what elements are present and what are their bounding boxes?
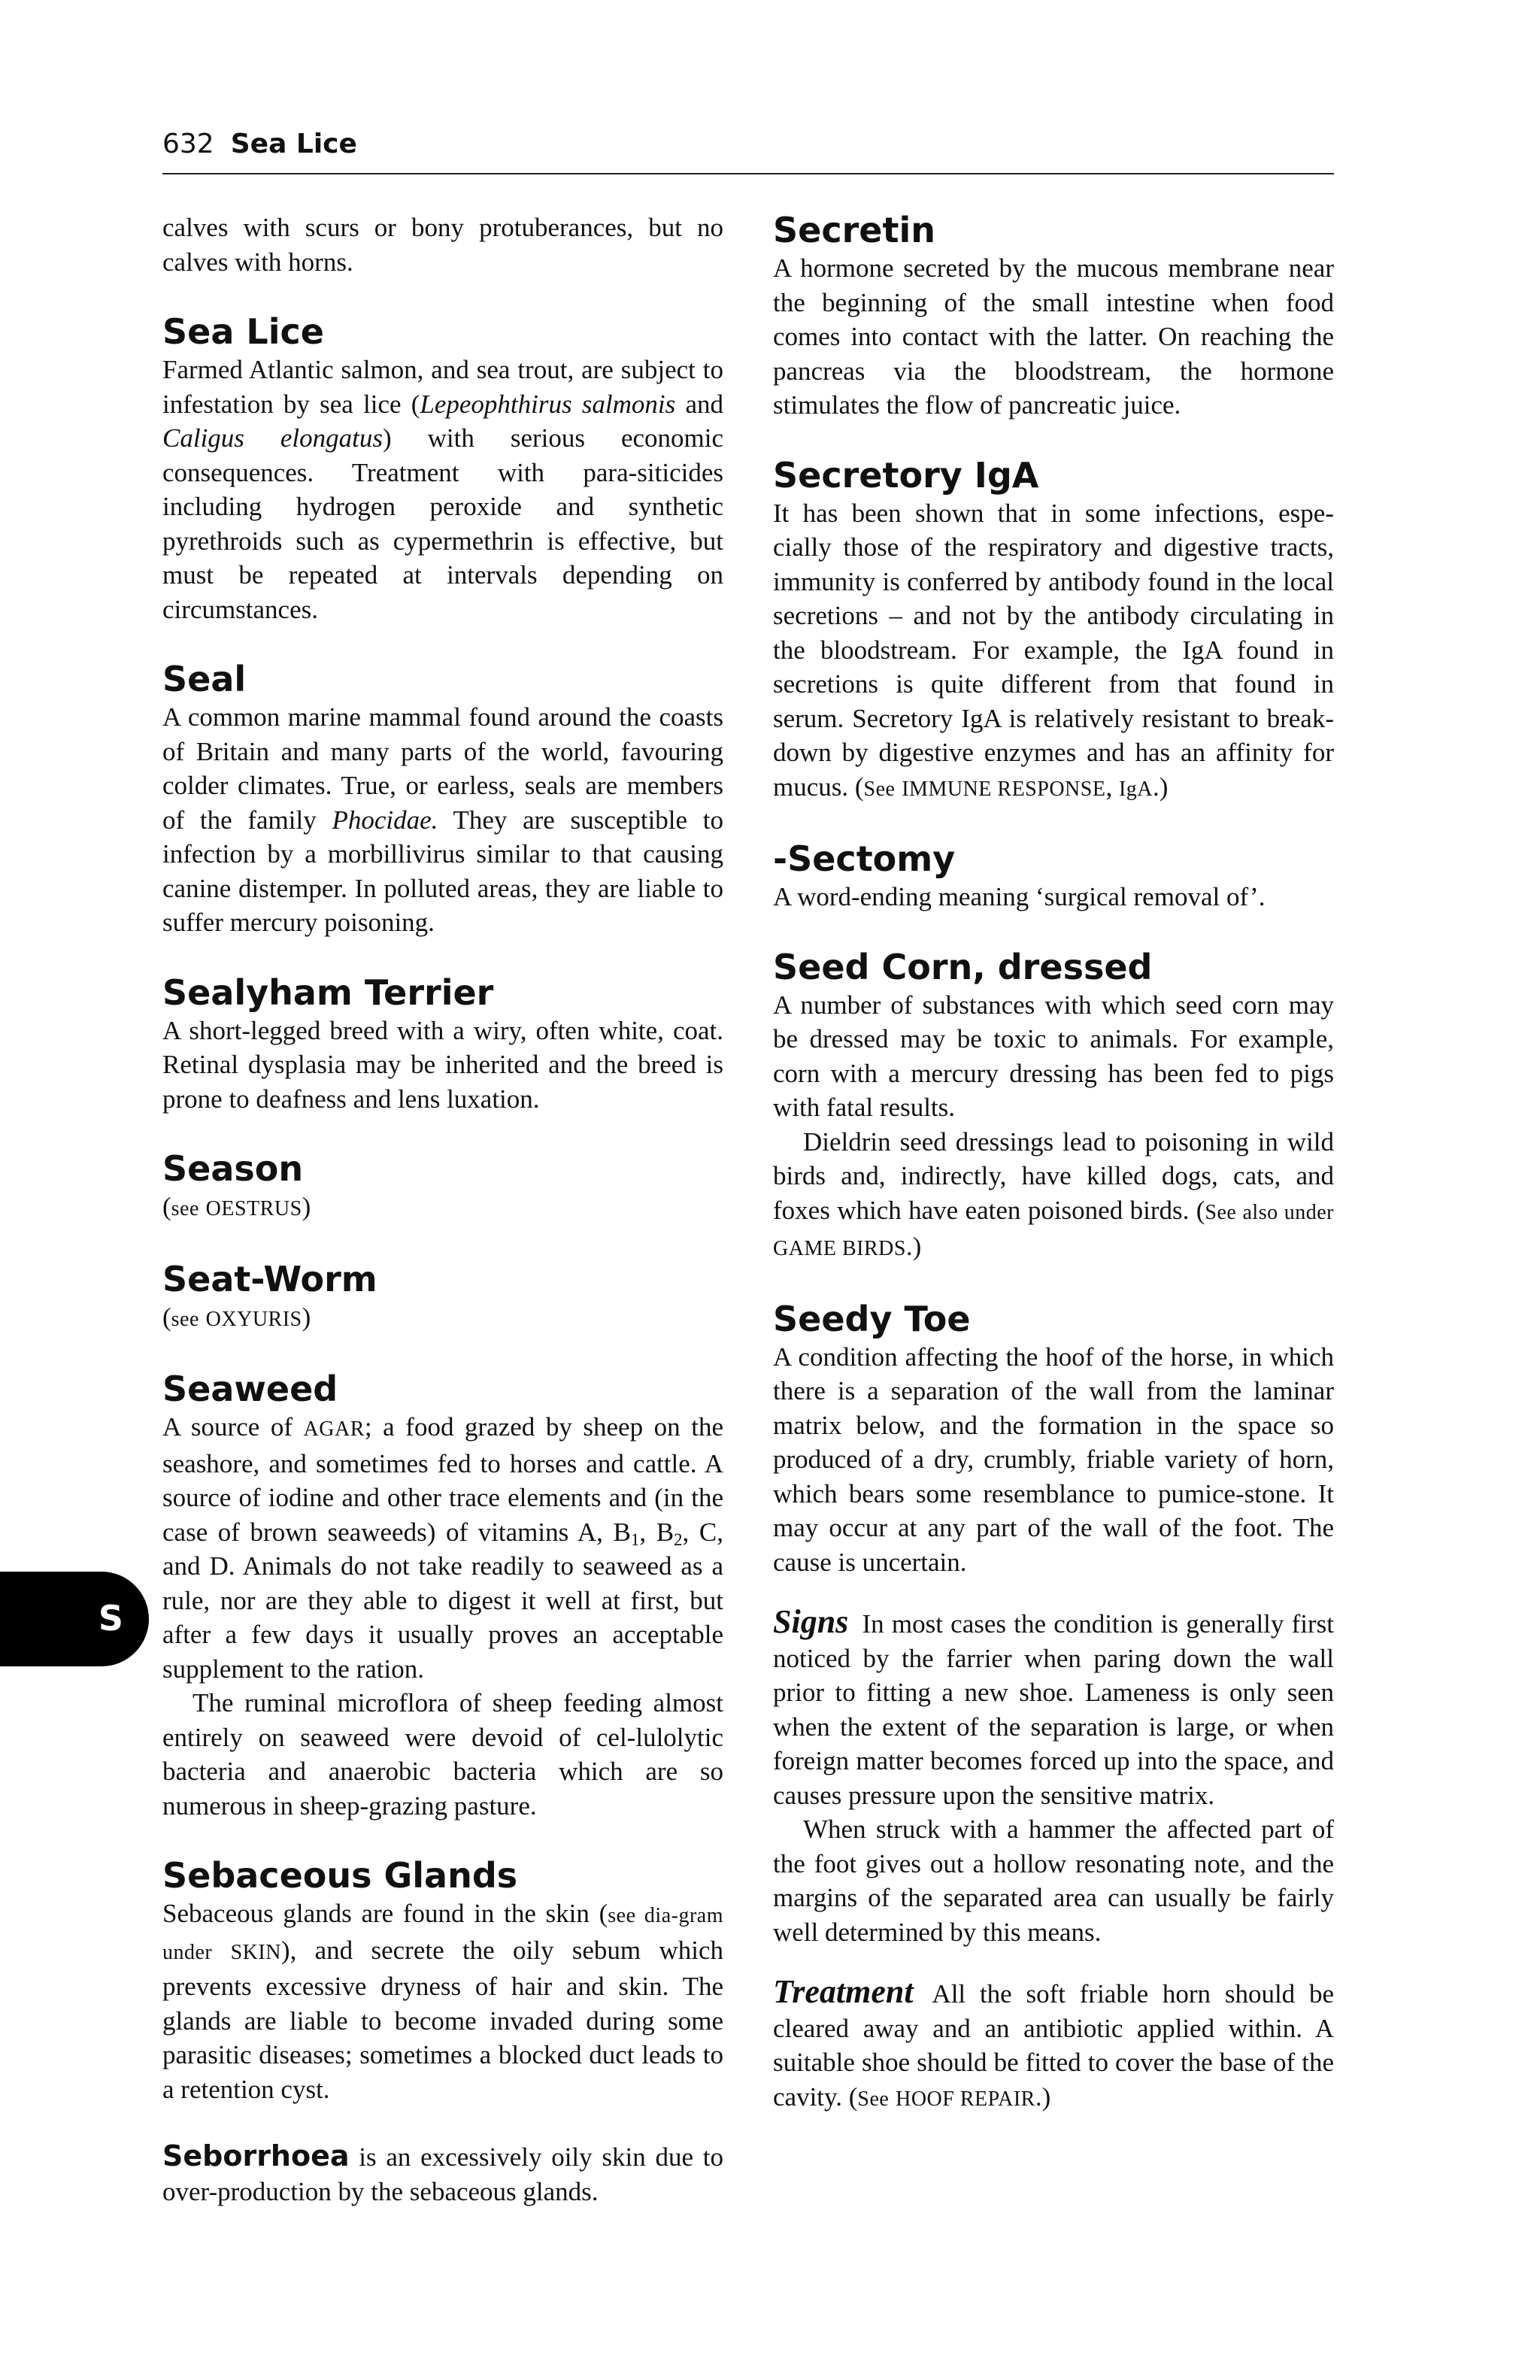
entry-body [162, 1410, 723, 1686]
entry-season [162, 1149, 723, 1226]
entry-body: The ruminal microflora of sheep feeding almost entirely on seaweed were devoid of cel-lulolytic bacteria and anaerobic bacteria which are so numerous in sheep-grazing pasture. [162, 1688, 723, 1821]
entry-seal [162, 659, 723, 940]
entry-seed-corn [773, 947, 1334, 1266]
see-label: See also under [1205, 1200, 1334, 1224]
text-run: .) [1152, 772, 1169, 802]
entry-title: Sealyham Terrier [162, 972, 494, 1013]
entry-title: Sea Lice [162, 311, 324, 352]
subscript: 2 [674, 1530, 683, 1549]
entry-title: Sebaceous Glands [162, 1855, 518, 1896]
cross-reference [162, 1300, 723, 1337]
text-run: Sebaceous glands are found in the skin ( [162, 1899, 608, 1928]
entry-title: Secretory IgA [773, 454, 1039, 496]
family-name: Phocidae. [332, 805, 438, 835]
text-run: ) [302, 1302, 311, 1332]
entry-seaweed [162, 1369, 723, 1823]
xref-link[interactable]: HOOF REPAIR [896, 2087, 1035, 2111]
text-run: , [1105, 772, 1119, 802]
treatment-paragraph [773, 1975, 1334, 2116]
text-run: In most cases the condition is generally first noticed by the farrier when paring down the wall prior to fitting a new shoe. Lameness is only seen when the extent of the separation is large, or when foreign matter becomes forced up into the space, and causes pressure upon the sensitive matrix. [773, 1609, 1334, 1810]
entry-sea-lice [162, 312, 723, 626]
entry-title: Seed Corn, dressed [773, 946, 1153, 987]
subscript: 1 [630, 1530, 640, 1549]
entry-body [162, 353, 723, 626]
text-run: A source of [162, 1412, 304, 1442]
text-run: Dieldrin seed dressings lead to poisoning in wild birds and, indirectly, have killed dogs, cats, and foxes which have eaten poisoned birds. ( [773, 1126, 1334, 1225]
text-run: is an excessively oily skin due to over-production by the sebaceous glands. [162, 2142, 723, 2206]
entry-title: Secretin [773, 210, 935, 250]
species-name: Lepeophthirus salmonis [420, 389, 676, 419]
text-run: ; a food grazed by sheep on the seashore, and sometimes fed to horses and cattle. A source of iodine and other trace elements and (in the case of brown seaweeds) of vitamins A, B [162, 1412, 723, 1547]
text-run: ) [302, 1192, 311, 1221]
entry-secretin [773, 211, 1334, 423]
running-head: Sea Lice [230, 129, 357, 159]
entry-body [773, 1125, 1334, 1266]
species-name: Caligus elongatus [162, 423, 383, 453]
xref-link[interactable]: OESTRUS [205, 1197, 302, 1220]
entry-seedy-toe [773, 1299, 1334, 2117]
xref-link[interactable]: IMMUNE RESPONSE [902, 777, 1106, 801]
subheading-signs: Signs [773, 1603, 849, 1640]
xref-link[interactable]: OXYURIS [205, 1307, 302, 1331]
thumb-tab-letter: S [98, 1598, 123, 1639]
entry-sebaceous-glands [162, 1856, 723, 2106]
right-column [773, 211, 1334, 2149]
entry-body [162, 700, 723, 940]
subheading-treatment: Treatment [773, 1973, 914, 2010]
section-thumb-tab [0, 1572, 149, 1666]
text-run: , C, and D. Animals do not take readily to seaweed as a rule, nor are they able to digest it well at first, but after a few days it usually proves an acceptable supplement to the ration. [162, 1517, 723, 1684]
see-label: see [171, 1197, 199, 1220]
text-run: ( [162, 1192, 171, 1221]
text-run: .) [905, 1232, 922, 1261]
entry-secretory-iga [773, 456, 1334, 807]
text-run: and [675, 389, 723, 419]
entry-body [162, 1896, 723, 2106]
entry-body: When struck with a hammer the affected part of the foot gives out a hollow resonating note, and the margins of the separated area can usually be fairly well determined by this means. [773, 1815, 1334, 1947]
entry-body: A word-ending meaning ‘surgical removal of’. [773, 882, 1266, 911]
see-label: See [863, 777, 896, 801]
entry-title: -Sectomy [773, 838, 956, 879]
entry-body: A hormone secreted by the mucous membrane near the beginning of the small intestine when food comes into contact with the latter. On reaching the pancreas via the bloodstream, the hormone stimulates the flow of pancreatic juice. [773, 253, 1334, 420]
signs-paragraph [773, 1605, 1334, 1812]
entry-title: Season [162, 1148, 304, 1189]
entry-sealyham-terrier [162, 973, 723, 1117]
text-run: They are susceptible to infection by a morbillivirus similar to that causing canine distemper. In polluted areas, they are liable to suffer mercury poisoning. [162, 805, 723, 937]
see-label: see dia-gram under [162, 1904, 723, 1964]
text-run: .) [1035, 2081, 1051, 2112]
entry-seat-worm [162, 1260, 723, 1337]
page-header [162, 123, 1334, 174]
text-run: A common marine mammal found around the coasts of Britain and many parts of the world, favouring colder climates. True, or earless, seals are members of the family [162, 702, 723, 835]
entry-title: Seborrhoea [162, 2139, 350, 2172]
text-run: Farmed Atlantic salmon, and sea trout, are subject to infestation by sea lice ( [162, 355, 723, 419]
see-label: see [171, 1307, 199, 1331]
entry-seborrhoea [162, 2139, 723, 2209]
cross-reference [162, 1190, 723, 1226]
text-run: It has been shown that in some infections, espe-cially those of the respiratory and digestive tracts, immunity is conferred by antibody found in the local secretions – and not by the antibody circulating in the bloodstream. For example, the IgA found in secretions is quite different from that found in serum. Secretory IgA is relatively resistant to break-down by digestive enzymes and has an affinity for mucus. ( [773, 498, 1334, 802]
entry-title: Seaweed [162, 1369, 338, 1409]
xref-link[interactable]: SKIN [230, 1940, 281, 1964]
see-label: See [857, 2087, 890, 2111]
xref-link[interactable]: AGAR [303, 1417, 365, 1441]
entry-title: Seedy Toe [773, 1298, 971, 1339]
page-number: 632 [162, 129, 214, 159]
entry-title: Seat-Worm [162, 1258, 377, 1299]
entry-sectomy [773, 839, 1334, 914]
entry-body: A condition affecting the hoof of the horse, in which there is a separation of the wall from the laminar matrix below, and the formation in the space so produced of a dry, crumbly, friable variety of horn, which bears some resemblance to pumice-stone. It may occur at any part of the wall of the foot. The cause is uncertain. [773, 1342, 1334, 1577]
entry-body: A short-legged breed with a wiry, often white, coat. Retinal dysplasia may be inherited and the breed is prone to deafness and lens luxation. [162, 1015, 723, 1114]
entry-title: Seal [162, 659, 247, 699]
text-run: ) with serious economic consequences. Treatment with para-siticides including hydrogen peroxide and synthetic pyrethroids such as cypermethrin is effective, but must be repeated at intervals depending on circumstances. [162, 423, 723, 624]
left-column [162, 211, 723, 2242]
text-run: , B [639, 1517, 675, 1547]
entry-continued [162, 211, 723, 279]
text-run: All the soft friable horn should be cleared away and an antibiotic applied within. A suitable shoe should be fitted to cover the base of the cavity. ( [773, 1979, 1334, 2112]
text-run: ), and secrete the oily sebum which prevents excessive dryness of hair and skin. The glands are liable to become invaded during some parasitic diseases; sometimes a blocked duct leads to a retention cyst. [162, 1935, 723, 2104]
entry-body: A number of substances with which seed corn may be dressed may be toxic to animals. For example, corn with a mercury dressing has been fed to pigs with fatal results. [773, 990, 1334, 1122]
entry-body [773, 496, 1334, 807]
entry-body [162, 2139, 723, 2209]
xref-link[interactable]: GAME BIRDS [773, 1237, 906, 1260]
xref-link[interactable]: IgA [1118, 777, 1153, 801]
continued-text: calves with scurs or bony protuberances, but no calves with horns. [162, 213, 723, 277]
text-run: ( [162, 1302, 171, 1332]
